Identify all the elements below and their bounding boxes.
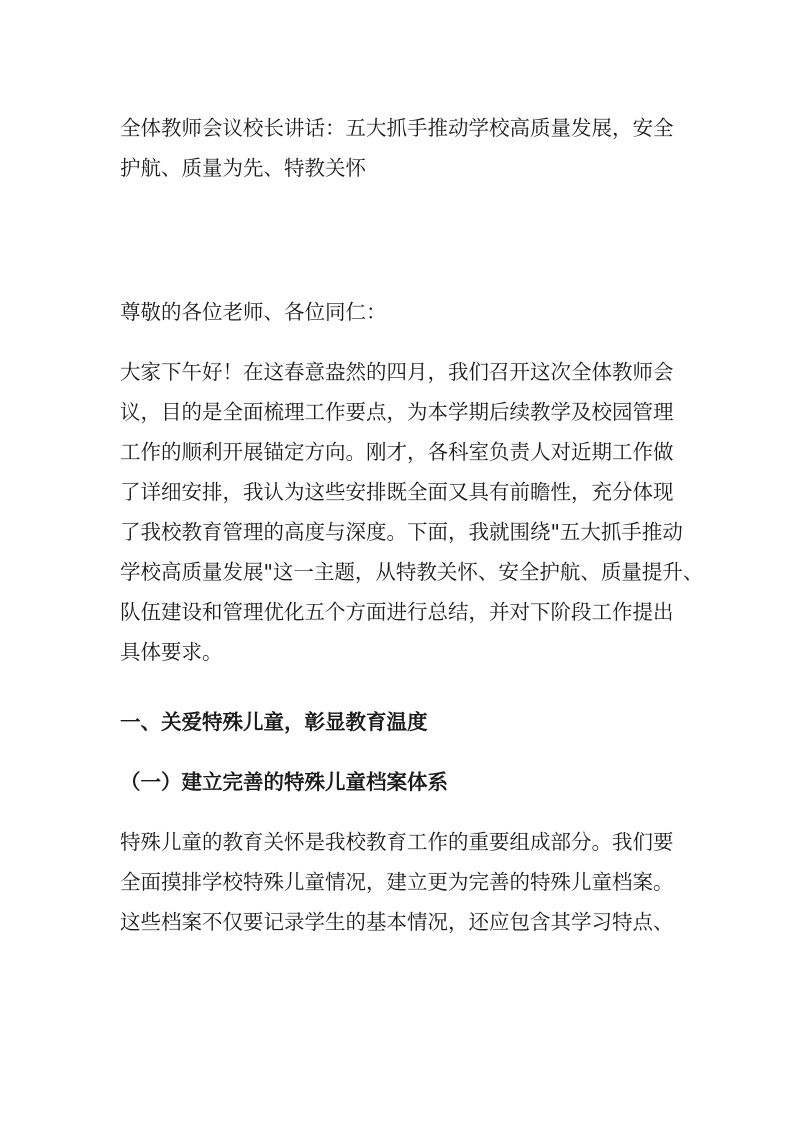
document-title-line-2: 护航、质量为先、特教关怀: [120, 156, 366, 180]
intro-paragraph-line: 了我校教育管理的高度与深度。下面，我就围绕"五大抓手推动: [120, 520, 683, 544]
intro-paragraph-line: 学校高质量发展"这一主题，从特教关怀、安全护航、质量提升、: [120, 560, 704, 584]
section-heading: 一、关爱特殊儿童，彰显教育温度: [120, 710, 428, 734]
intro-paragraph-line: 具体要求。: [120, 640, 223, 664]
body-paragraph-line: 特殊儿童的教育关怀是我校教育工作的重要组成部分。我们要: [120, 830, 674, 854]
intro-paragraph-line: 工作的顺利开展锚定方向。刚才，各科室负责人对近期工作做: [120, 440, 674, 464]
intro-paragraph-line: 议，目的是全面梳理工作要点，为本学期后续教学及校园管理: [120, 400, 674, 424]
subsection-heading: （一）建立完善的特殊儿童档案体系: [120, 770, 448, 794]
intro-paragraph-line: 队伍建设和管理优化五个方面进行总结，并对下阶段工作提出: [120, 600, 674, 624]
intro-paragraph-line: 大家下午好！在这春意盎然的四月，我们召开这次全体教师会: [120, 360, 674, 384]
document-title-line-1: 全体教师会议校长讲话：五大抓手推动学校高质量发展，安全: [120, 116, 674, 140]
body-paragraph-line: 全面摸排学校特殊儿童情况，建立更为完善的特殊儿童档案。: [120, 870, 674, 894]
intro-paragraph-line: 了详细安排，我认为这些安排既全面又具有前瞻性，充分体现: [120, 480, 674, 504]
body-paragraph-line: 这些档案不仅要记录学生的基本情况，还应包含其学习特点、: [120, 910, 674, 934]
salutation: 尊敬的各位老师、各位同仁：: [120, 300, 387, 324]
